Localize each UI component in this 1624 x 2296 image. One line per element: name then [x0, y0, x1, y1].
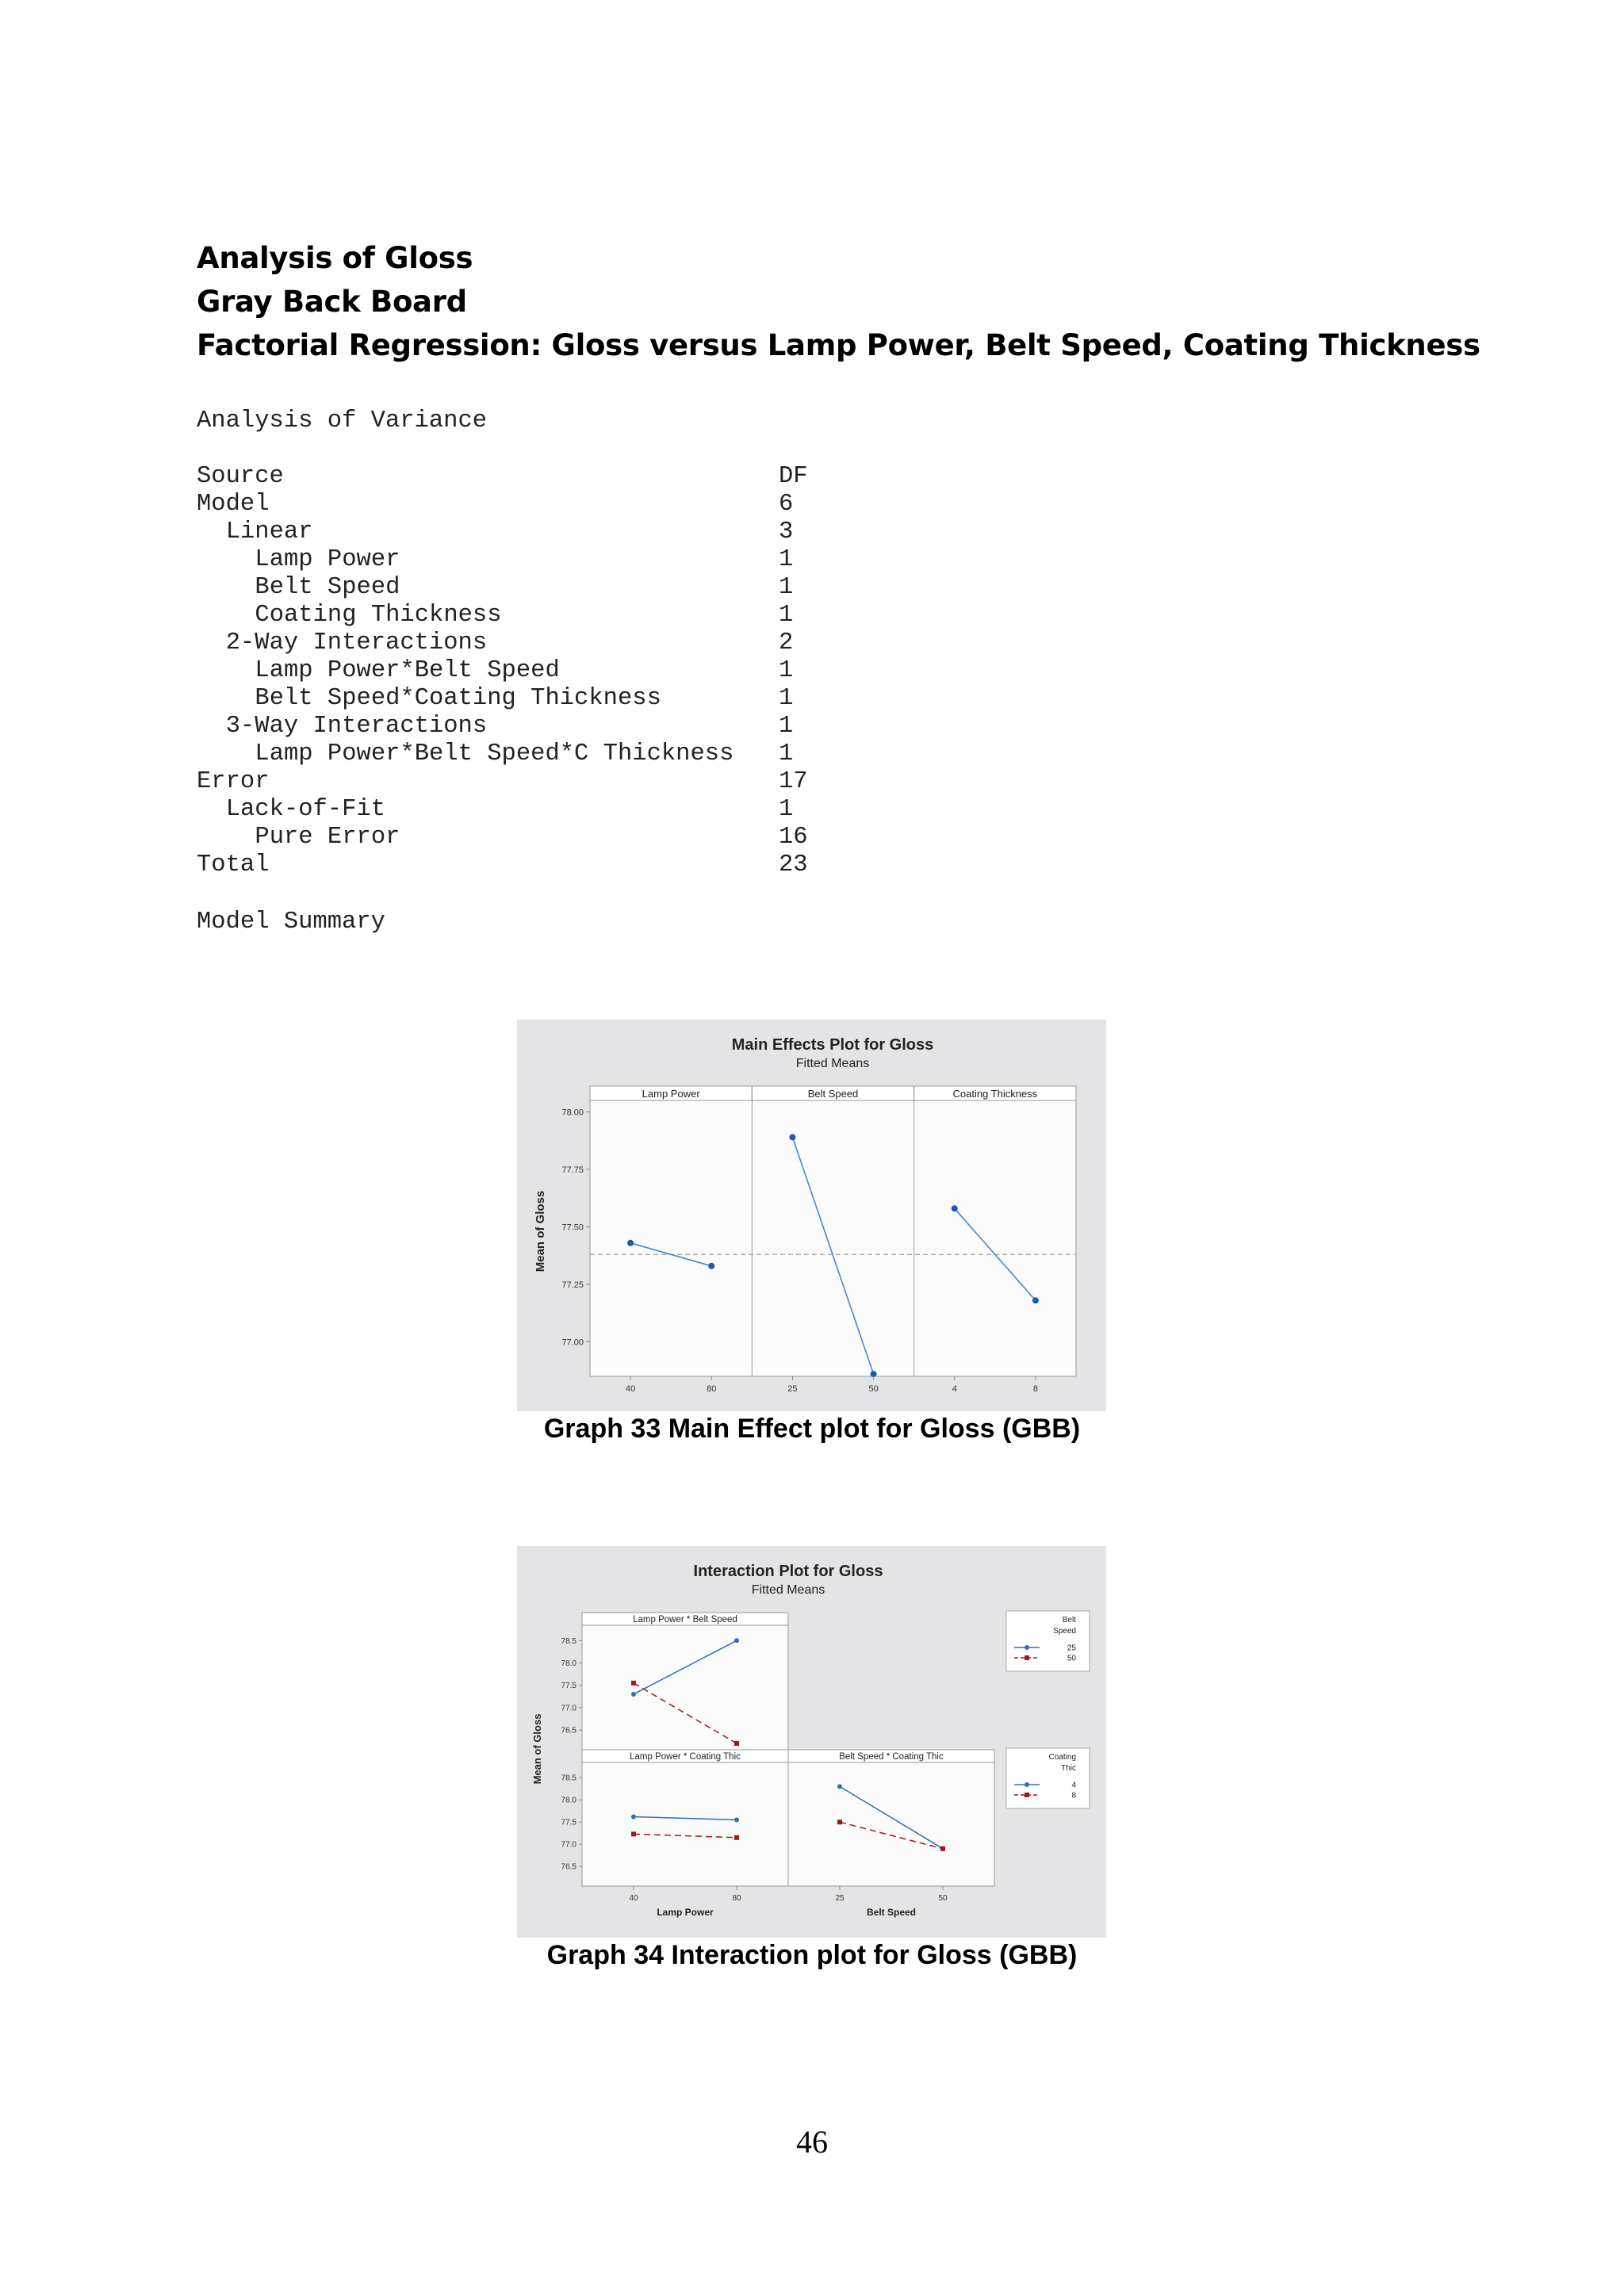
- interaction-plot: [517, 1546, 1106, 1938]
- panel-title: Belt Speed: [807, 1088, 859, 1100]
- data-point: [734, 1835, 739, 1840]
- y-tick-label: 77.00: [561, 1337, 584, 1348]
- source-cell: Model: [197, 491, 270, 518]
- header-df: DF: [779, 463, 808, 490]
- source-cell: 2-Way Interactions: [225, 629, 488, 656]
- legend-label: 50: [1067, 1654, 1076, 1663]
- df-cell: 1: [779, 574, 794, 601]
- source-cell: Coating Thickness: [255, 602, 502, 629]
- source-cell: Lamp Power: [255, 546, 400, 573]
- page-number: 46: [796, 2124, 828, 2160]
- data-point: [734, 1741, 739, 1746]
- df-cell: 2: [779, 629, 794, 656]
- data-point: [734, 1817, 739, 1822]
- legend-marker: [1025, 1655, 1029, 1660]
- df-cell: 1: [779, 657, 794, 684]
- source-cell: Lamp Power*Belt Speed: [255, 657, 560, 684]
- legend-title: Speed: [1053, 1627, 1076, 1636]
- data-point: [631, 1814, 636, 1819]
- data-point: [940, 1846, 945, 1851]
- y-tick-label: 77.0: [561, 1840, 576, 1850]
- data-point: [734, 1638, 739, 1643]
- chart-title: Main Effects Plot for Gloss: [731, 1036, 934, 1054]
- data-point: [789, 1134, 795, 1140]
- doc-title: Analysis of Gloss: [197, 241, 473, 275]
- panel-title: Coating Thickness: [952, 1088, 1038, 1100]
- df-cell: 1: [779, 740, 794, 767]
- x-axis-label: Belt Speed: [866, 1907, 917, 1918]
- source-cell: Linear: [225, 519, 313, 545]
- df-cell: 6: [779, 491, 794, 518]
- y-tick-label: 76.5: [561, 1726, 576, 1735]
- data-point: [627, 1240, 634, 1246]
- df-cell: 1: [779, 713, 794, 740]
- source-cell: Total: [197, 851, 270, 878]
- df-cell: 17: [779, 768, 808, 795]
- legend-marker: [1025, 1793, 1029, 1797]
- legend-label: 4: [1071, 1781, 1076, 1790]
- chart-subtitle: Fitted Means: [751, 1583, 825, 1597]
- x-axis-label: Lamp Power: [657, 1907, 714, 1918]
- data-point: [631, 1681, 636, 1686]
- x-tick-label: 80: [732, 1894, 741, 1903]
- x-tick-label: 8: [1032, 1384, 1038, 1394]
- source-cell: Lack-of-Fit: [225, 796, 386, 823]
- y-tick-label: 76.5: [561, 1862, 576, 1872]
- model-summary-title: Model Summary: [197, 909, 385, 936]
- source-cell: Lamp Power*Belt Speed*C Thickness: [255, 740, 734, 767]
- plot-area: [590, 1086, 1076, 1376]
- x-tick-label: 80: [707, 1384, 717, 1394]
- legend-title: Coating: [1048, 1753, 1076, 1762]
- legend-box: [1006, 1611, 1090, 1671]
- x-tick-label: 40: [629, 1894, 638, 1903]
- y-tick-label: 77.0: [561, 1704, 576, 1713]
- panel-title: Lamp Power * Coating Thic: [630, 1752, 741, 1762]
- legend-label: 25: [1067, 1644, 1076, 1653]
- legend-marker: [1025, 1782, 1029, 1787]
- doc-subtitle: Gray Back Board: [197, 285, 467, 319]
- interaction-panel: [582, 1613, 788, 1750]
- data-point: [708, 1263, 714, 1269]
- chart-title: Interaction Plot for Gloss: [693, 1563, 883, 1580]
- y-tick-label: 77.75: [561, 1165, 584, 1175]
- x-tick-label: 4: [952, 1384, 957, 1394]
- y-tick-label: 78.0: [561, 1659, 576, 1668]
- df-cell: 23: [779, 851, 808, 878]
- source-cell: Belt Speed: [255, 574, 400, 601]
- main-effects-figure: [517, 1020, 1106, 1411]
- main-effects-plot: [517, 1020, 1106, 1411]
- df-cell: 16: [779, 824, 808, 851]
- panel-title: Lamp Power * Belt Speed: [633, 1615, 737, 1624]
- data-point: [871, 1371, 877, 1377]
- data-point: [837, 1784, 842, 1789]
- legend-box: [1006, 1748, 1090, 1808]
- y-tick-label: 77.25: [561, 1280, 584, 1290]
- data-point: [631, 1831, 636, 1836]
- y-axis-label: Mean of Gloss: [534, 1190, 547, 1272]
- x-tick-label: 50: [938, 1894, 948, 1903]
- regression-heading: Factorial Regression: Gloss versus Lamp Power, Belt Speed, Coating Thickness: [197, 328, 1480, 362]
- interaction-figure: [517, 1546, 1106, 1938]
- df-cell: 3: [779, 519, 794, 545]
- df-cell: 1: [779, 546, 794, 573]
- y-tick-label: 77.5: [561, 1818, 576, 1827]
- x-tick-label: 25: [787, 1384, 798, 1394]
- y-tick-label: 78.00: [561, 1108, 584, 1118]
- source-cell: Belt Speed*Coating Thickness: [255, 685, 661, 712]
- y-tick-label: 77.50: [561, 1223, 584, 1233]
- panel-title: Belt Speed * Coating Thic: [839, 1752, 944, 1762]
- legend-title: Thic: [1061, 1764, 1076, 1773]
- data-point: [952, 1205, 958, 1211]
- anova-title: Analysis of Variance: [197, 408, 488, 434]
- source-cell: Error: [197, 768, 270, 795]
- y-tick-label: 78.0: [561, 1796, 576, 1805]
- chart-subtitle: Fitted Means: [795, 1057, 870, 1070]
- y-tick-label: 77.5: [561, 1682, 576, 1691]
- x-tick-label: 25: [835, 1894, 845, 1903]
- df-cell: 1: [779, 796, 794, 823]
- legend-marker: [1025, 1645, 1029, 1650]
- x-tick-label: 40: [625, 1384, 636, 1394]
- x-tick-label: 50: [868, 1384, 879, 1394]
- y-tick-label: 78.5: [561, 1636, 576, 1646]
- data-point: [1032, 1297, 1039, 1303]
- graph34-caption: Graph 34 Interaction plot for Gloss (GBB): [546, 1940, 1078, 1970]
- data-point: [631, 1692, 636, 1697]
- source-cell: 3-Way Interactions: [225, 713, 488, 740]
- source-cell: Pure Error: [255, 824, 400, 851]
- y-axis-label: Mean of Gloss: [531, 1713, 543, 1785]
- legend-title: Belt: [1062, 1616, 1076, 1624]
- df-cell: 1: [779, 602, 794, 629]
- header-source: Source: [197, 463, 284, 490]
- y-tick-label: 78.5: [561, 1774, 576, 1783]
- data-point: [837, 1820, 842, 1824]
- df-cell: 1: [779, 685, 794, 712]
- panel-title: Lamp Power: [642, 1088, 700, 1100]
- legend-label: 8: [1071, 1791, 1076, 1800]
- graph33-caption: Graph 33 Main Effect plot for Gloss (GBB): [543, 1414, 1081, 1444]
